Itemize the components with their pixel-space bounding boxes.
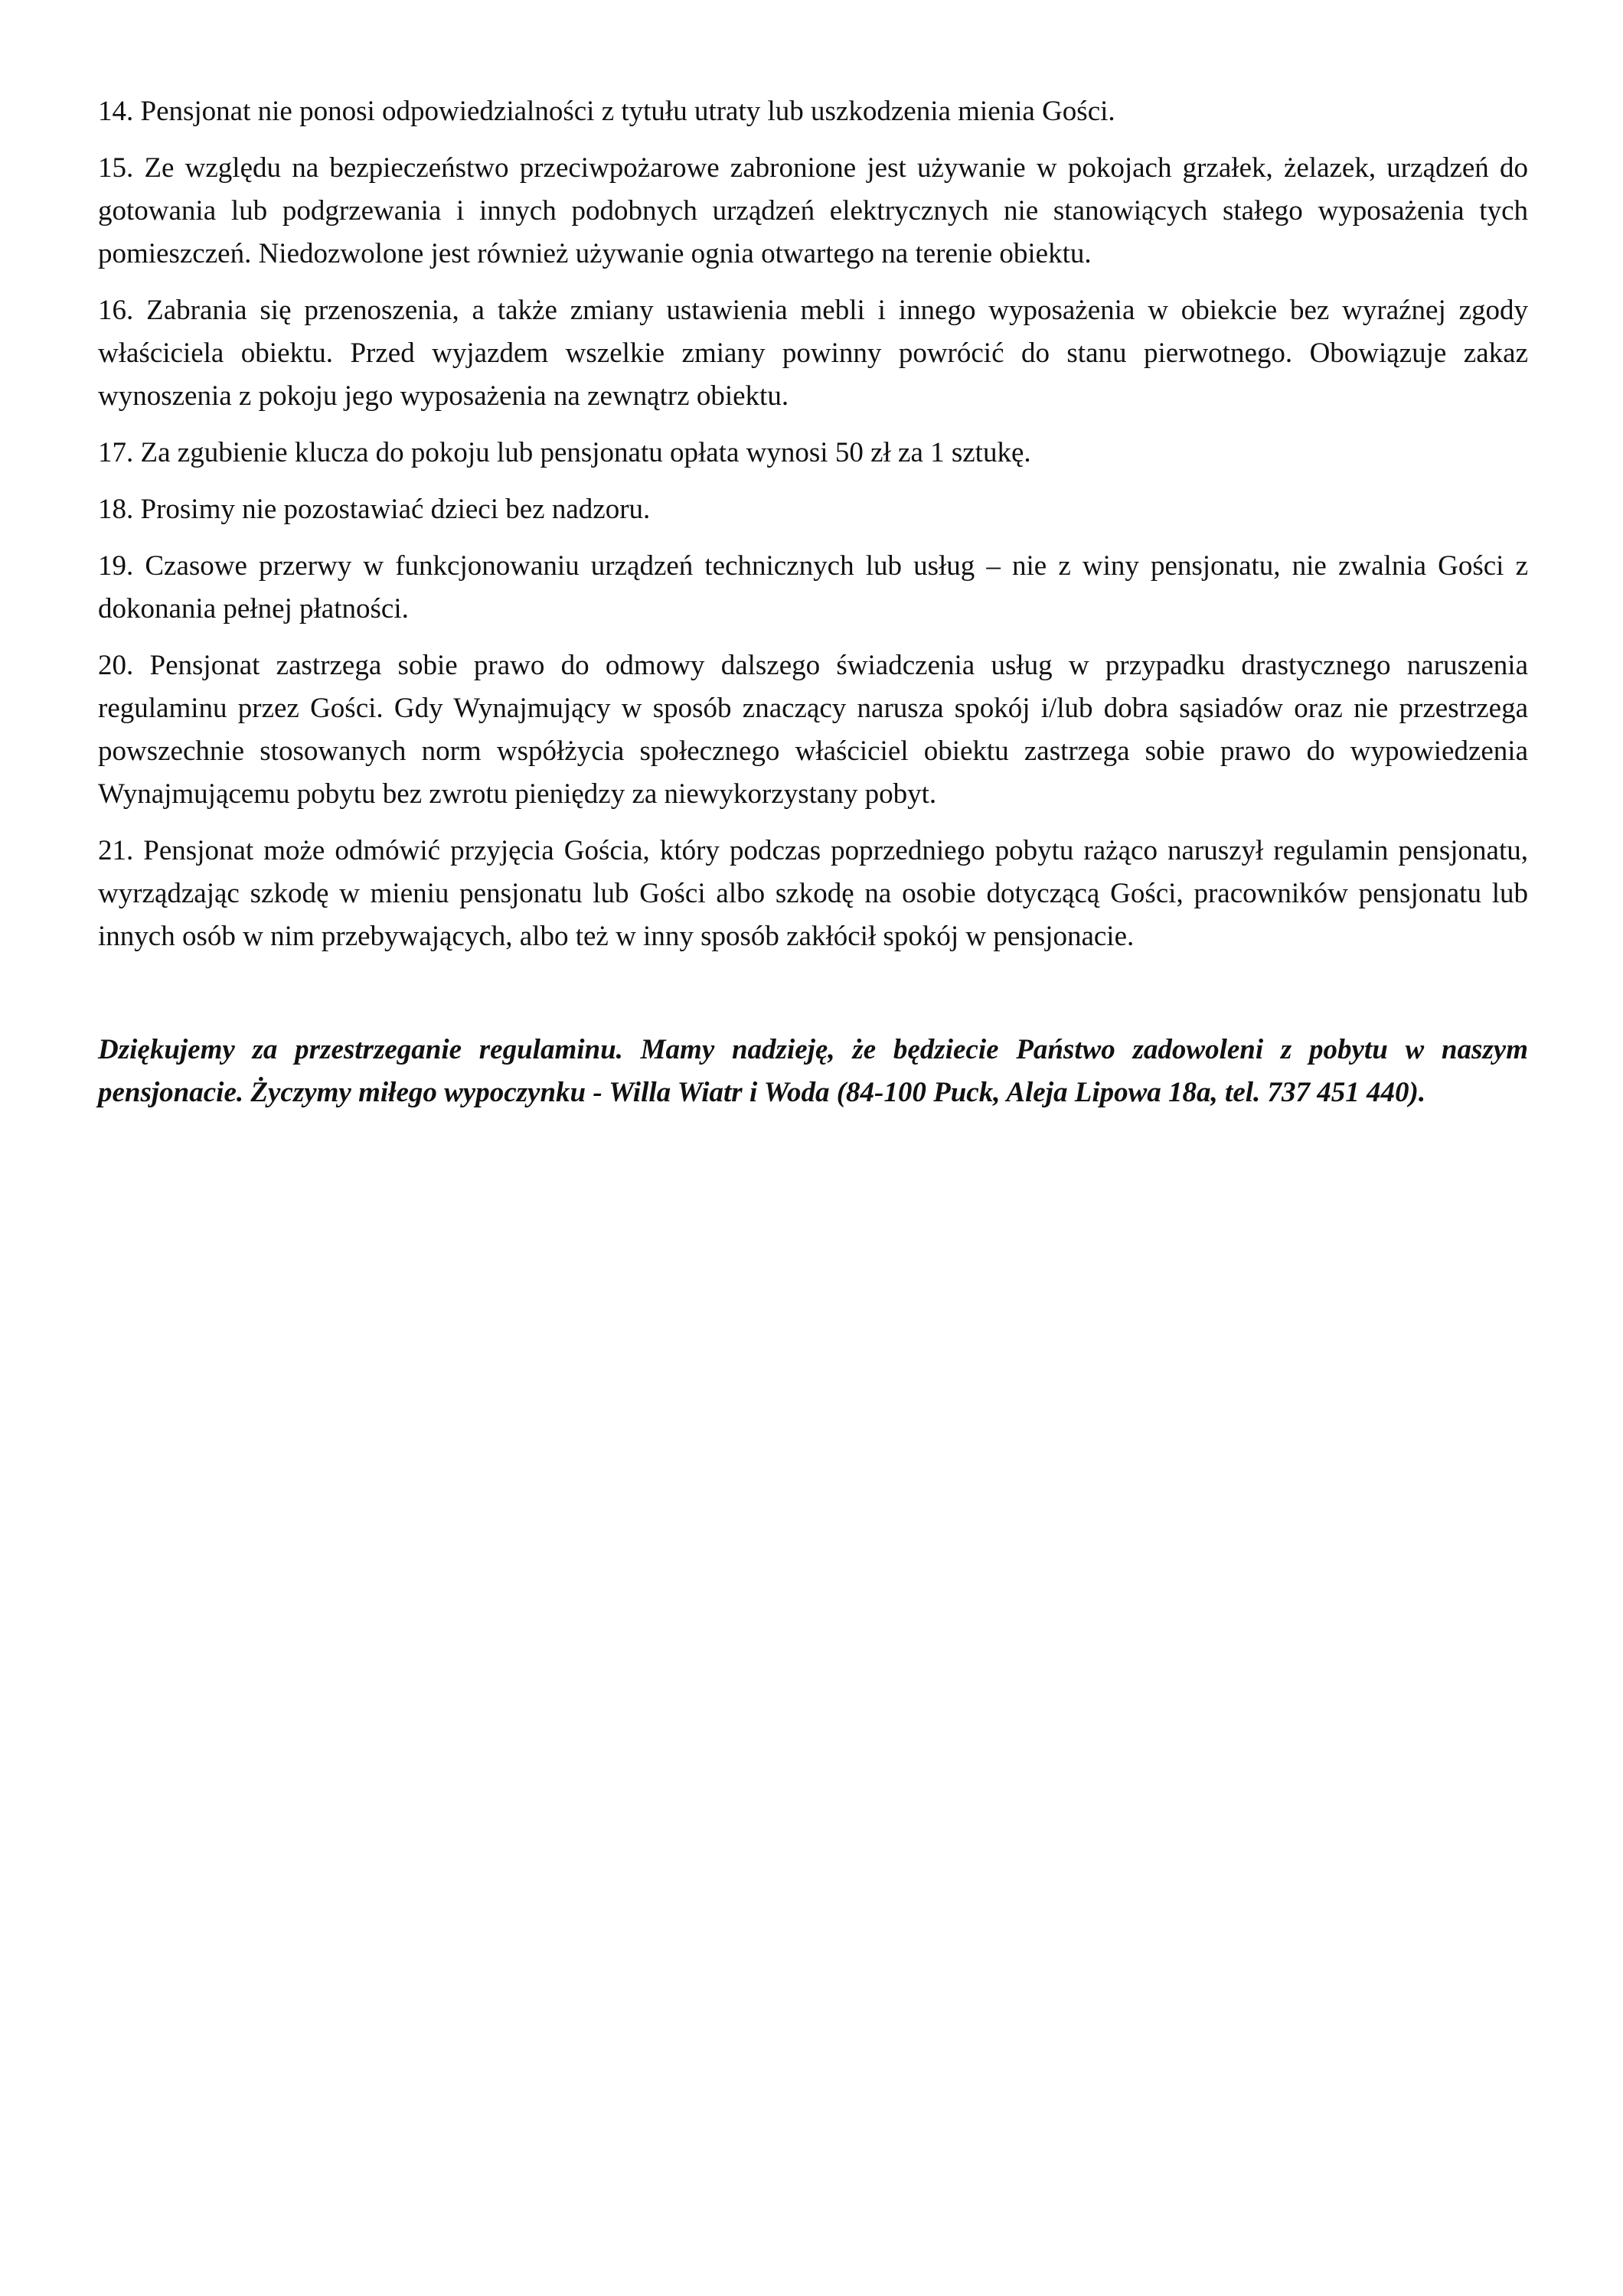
rule-14: 14. Pensjonat nie ponosi odpowiedzialności z tytułu utraty lub uszkodzenia mienia Gości.: [98, 96, 1115, 127]
rule-17: 17. Za zgubienie klucza do pokoju lub pensjonatu opłata wynosi 50 zł za 1 sztukę.: [98, 437, 1031, 468]
rule-20: 20. Pensjonat zastrzega sobie prawo do odmowy dalszego świadczenia usług w przypadku drastycznego naruszenia regulaminu przez Gości. Gdy Wynajmujący w sposób znaczący narusza spokój i/lub dobra sąsiadów oraz nie przestrzega powszechnie stosowanych norm współżycia społecznego właściciel obiektu zastrzega sobie prawo do wypowiedzenia Wynajmującemu pobytu bez zwrotu pieniędzy za niewykorzystany pobyt.: [98, 650, 1528, 810]
rules-body: [98, 90, 1528, 1143]
closing-note: Dziękujemy za przestrzeganie regulaminu. Mamy nadzieję, że będziecie Państwo zadowoleni z pobytu w naszym pensjonacie. Życzymy miłego wypoczynku - Willa Wiatr i Woda (84-100 Puck, Aleja Lipowa 18a, tel. 737 451 440).: [98, 1034, 1528, 1108]
rule-19: 19. Czasowe przerwy w funkcjonowaniu urządzeń technicznych lub usług – nie z winy pensjonatu, nie zwalnia Gości z dokonania pełnej płatności.: [98, 550, 1528, 625]
rule-16: 16. Zabrania się przenoszenia, a także zmiany ustawienia mebli i innego wyposażenia w obiekcie bez wyraźnej zgody właściciela obiektu. Przed wyjazdem wszelkie zmiany powinny powrócić do stanu pierwotnego. Obowiązuje zakaz wynoszenia z pokoju jego wyposażenia na zewnątrz obiektu.: [98, 295, 1528, 412]
rule-21: 21. Pensjonat może odmówić przyjęcia Gościa, który podczas poprzedniego pobytu rażąco naruszył regulamin pensjonatu, wyrządzając szkodę w mieniu pensjonatu lub Gości albo szkodę na osobie dotyczącą Gości, pracowników pensjonatu lub innych osób w nim przebywających, albo też w inny sposób zakłócił spokój w pensjonacie.: [98, 835, 1528, 952]
rule-18: 18. Prosimy nie pozostawiać dzieci bez nadzoru.: [98, 494, 651, 525]
rule-15: 15. Ze względu na bezpieczeństwo przeciwpożarowe zabronione jest używanie w pokojach grzałek, żelazek, urządzeń do gotowania lub podgrzewania i innych podobnych urządzeń elektrycznych nie stanowiących stałego wyposażenia tych pomieszczeń. Niedozwolone jest również używanie ognia otwartego na terenie obiektu.: [98, 152, 1528, 269]
